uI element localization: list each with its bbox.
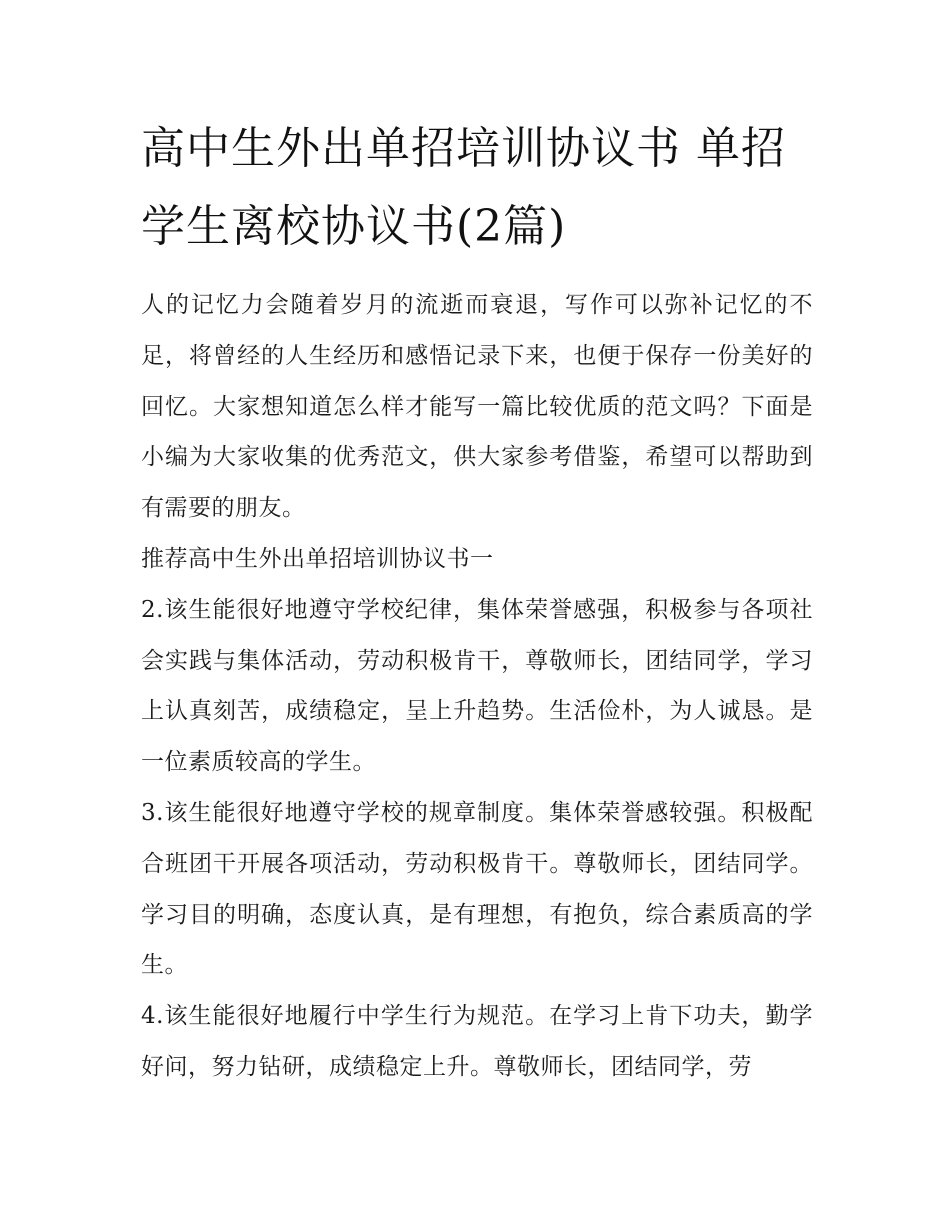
section-heading: 推荐高中生外出单招培训协议书一 [141, 545, 494, 572]
document-title: 高中生外出单招培训协议书 单招学生离校协议书(2篇) [141, 123, 786, 252]
intro-paragraph: 人的记忆力会随着岁月的流逝而衰退，写作可以弥补记忆的不足，将曾经的人生经历和感悟记录下来，也便于保存一份美好的回忆。大家想知道怎么样才能写一篇比较优质的范文吗？下面是小编为大家收集的优秀范文，供大家参考借鉴，希望可以帮助到有需要的朋友。 [141, 292, 813, 522]
list-item-4: 4.该生能很好地履行中学生行为规范。在学习上肯下功夫，勤学好问，努力钻研，成绩稳定上升。尊敬师长，团结同学，劳 [141, 1003, 813, 1080]
list-item-2: 2.该生能很好地遵守学校纪律，集体荣誉感强，积极参与各项社会实践与集体活动，劳动积极肯干，尊敬师长，团结同学，学习上认真刻苦，成绩稳定，呈上升趋势。生活俭朴，为人诚恳。是一位素质较高的学生。 [141, 596, 813, 776]
list-item-3: 3.该生能很好地遵守学校的规章制度。集体荣誉感较强。积极配合班团干开展各项活动，劳动积极肯干。尊敬师长，团结同学。学习目的明确，态度认真，是有理想，有抱负，综合素质高的学生。 [141, 799, 813, 979]
document-page [141, 110, 813, 1093]
